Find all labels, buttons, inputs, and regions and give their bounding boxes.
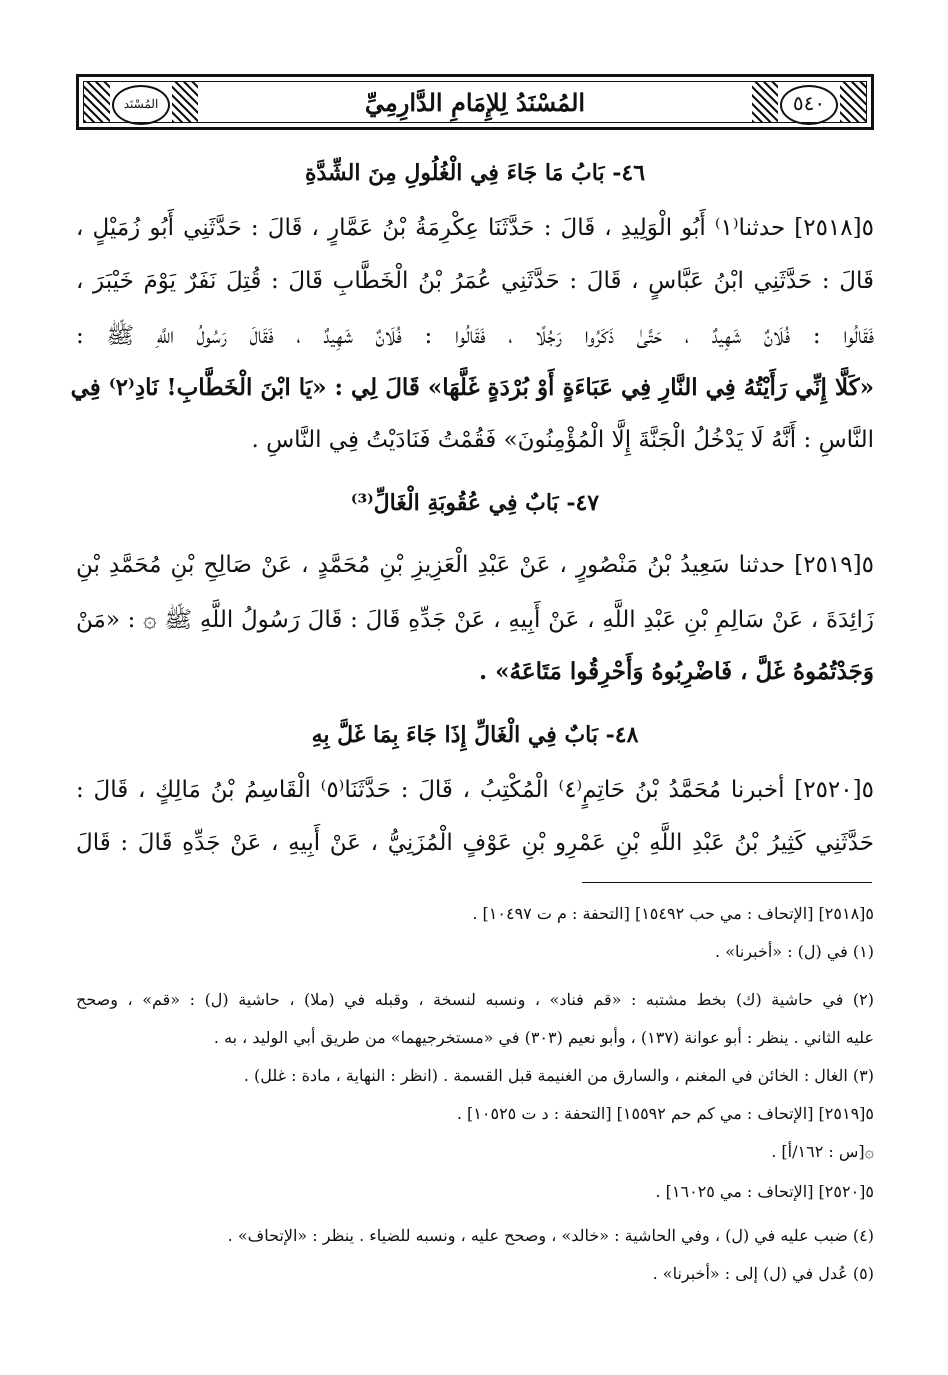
- chapter-heading-48: ٤٨- بَابٌ فِي الْغَالِّ إِذَا جَاءَ بِمَا غَلَّ بِهِ: [311, 722, 639, 748]
- hadith-2518-line-4: «كَلَّا إِنِّي رَأَيْتُهُ فِي النَّارِ فِي عَبَاءَةٍ أَوْ بُرْدَةٍ غَلَّهَا» قَالَ لِي : «يَا ابْنَ الْخَطَّابِ! نَادِ⁽٢⁾ فِي: [70, 374, 874, 401]
- footnote-4: (٤) ضبب عليه في (ل) ، وفي الحاشية : «خالد» ، وصحح عليه ، ونسبه للضياء . ينظر : «الإتحاف» .: [227, 1226, 874, 1245]
- medallion-left: [112, 85, 170, 125]
- hadith-2519-line-2: زَائِدَةَ ، عَنْ سَالِمِ بْنِ عَبْدِ اللَّهِ ، عَنْ أَبِيهِ ، عَنْ جَدِّهِ قَالَ : قَالَ رَسُولُ اللَّهِ ﷺ ۞ : «مَنْ: [76, 607, 874, 633]
- footnote-separator: [582, 882, 872, 883]
- footnote-2-line-2: عليه الثاني . ينظر : أبو عوانة (١٣٧) ، وأبو نعيم (٣٠٣) في «مستخرجيهما» من طريق أبي الوليد ، به .: [213, 1028, 874, 1047]
- hadith-2518-line-3: فَقَالُوا : فُلَانٌ شَهِيدٌ ، حَتَّىٰ ذَكَرُوا رَجُلًا ، فَقَالُوا : فُلَانٌ شَهِيدٌ ، فَقَالَ رَسُولُ اللَّهِ ﷺ :: [76, 323, 874, 349]
- footnote-folio-marker: ۞[س : ١٦٢/أ] .: [771, 1142, 874, 1161]
- page-number-medallion: [780, 85, 838, 125]
- hadith-2518-line-1: ٥[٢٥١٨] حدثنا⁽١⁾ أَبُو الْوَلِيدِ ، قَالَ : حَدَّثَنَا عِكْرِمَةُ بْنُ عَمَّارٍ ، قَالَ : حَدَّثَنِي أَبُو زُمَيْلٍ ،: [76, 215, 874, 241]
- chapter-heading-46: ٤٦- بَابُ مَا جَاءَ فِي الْغُلُولِ مِنَ الشِّدَّةِ: [304, 160, 646, 186]
- footnote-2-line-1: (٢) في حاشية (ك) بخط مشتبه : «قم فناد» ، ونسبه لنسخة ، وقبله في (ملا) ، حاشية (ل) : «قم» ، وصحح: [76, 990, 875, 1009]
- footnote-3: (٣) الغال : الخائن في المغنم ، والسارق من الغنيمة قبل القسمة . (انظر : النهاية ، مادة : غلل) .: [243, 1066, 874, 1085]
- ornament-left-inner: [172, 82, 198, 122]
- footnote-5: (٥) عُدل في (ل) إلى : «أخبرنا» .: [652, 1264, 874, 1283]
- ornament-left-outer: [84, 82, 110, 122]
- footnote-2520-ref: ٥[٢٥٢٠] [الإتحاف : مي ١٦٠٢٥] .: [655, 1182, 874, 1201]
- running-title: المُسْنَدُ لِلإِمَامِ الدَّارِمِيِّ: [364, 88, 586, 117]
- hadith-2520-line-2: حَدَّثَنِي كَثِيرُ بْنُ عَبْدِ اللَّهِ بْنِ عَمْرِو بْنِ عَوْفٍ الْمُزَنِيُّ ، عَنْ أَبِيهِ ، عَنْ جَدِّهِ قَالَ : قَالَ: [76, 830, 874, 856]
- footnote-2518-ref: ٥[٢٥١٨] [الإتحاف : مي حب ١٥٤٩٢] [التحفة : م ت ١٠٤٩٧] .: [472, 904, 874, 923]
- hadith-2520-line-1: ٥[٢٥٢٠] أخبرنا مُحَمَّدُ بْنُ حَاتِمٍ⁽٤⁾ الْمُكْتِبُ ، قَالَ : حَدَّثَنَا⁽٥⁾ الْقَاسِمُ بْنُ مَالِكٍ ، قَالَ :: [76, 777, 874, 803]
- ornament-right-inner: [752, 82, 778, 122]
- hadith-2519-line-1: ٥[٢٥١٩] حدثنا سَعِيدُ بْنُ مَنْصُورٍ ، عَنْ عَبْدِ الْعَزِيزِ بْنِ مُحَمَّدٍ ، عَنْ صَالِحِ بْنِ مُحَمَّدِ بْنِ: [76, 552, 874, 578]
- medallion-left-text: المُسْنَد: [123, 97, 159, 111]
- footnote-1: (١) في (ل) : «أخبرنا» .: [715, 942, 874, 961]
- ornament-right-outer: [840, 82, 866, 122]
- hadith-2518-line-2: قَالَ : حَدَّثَنِي ابْنُ عَبَّاسٍ ، قَالَ : حَدَّثَنِي عُمَرُ بْنُ الْخَطَّابِ قَالَ : قُتِلَ نَفَرٌ يَوْمَ خَيْبَرَ ،: [76, 268, 874, 294]
- chapter-heading-47: ٤٧- بَابٌ فِي عُقُوبَةِ الْغَالِّ⁽³⁾: [350, 490, 600, 516]
- page-header: [76, 74, 874, 130]
- hadith-2518-line-5: النَّاسِ : أَنَّهُ لَا يَدْخُلُ الْجَنَّةَ إِلَّا الْمُؤْمِنُونَ» فَقُمْتُ فَنَادَيْتُ فِي النَّاسِ .: [251, 427, 874, 453]
- footnote-2519-ref: ٥[٢٥١٩] [الإتحاف : مي كم حم ١٥٥٩٢] [التحفة : د ت ١٠٥٢٥] .: [456, 1104, 874, 1123]
- hadith-2519-line-3: وَجَدْتُمُوهُ غَلَّ ، فَاضْرِبُوهُ وَأَحْرِقُوا مَتَاعَهُ» .: [479, 658, 874, 685]
- page-number: ٥٤٠: [792, 91, 826, 115]
- header-frame: [83, 81, 867, 123]
